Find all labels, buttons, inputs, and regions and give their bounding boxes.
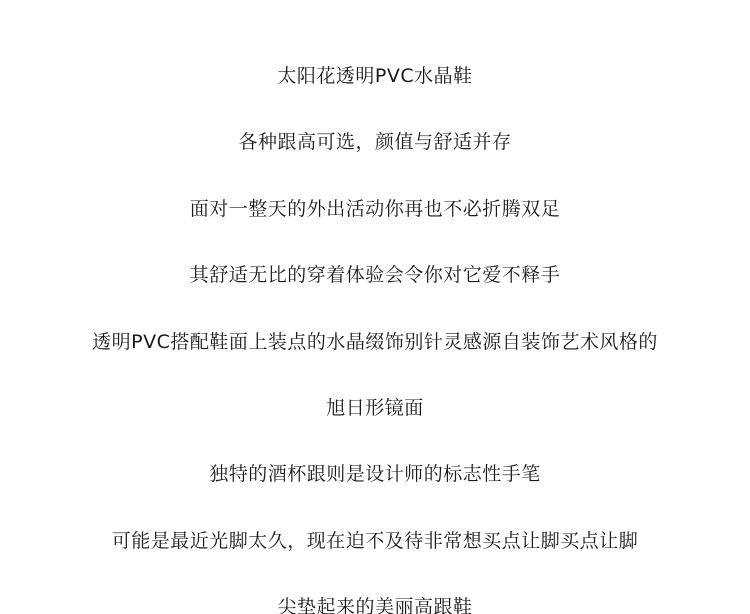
text-line-6: 旭日形镜面 xyxy=(326,397,424,419)
text-line-1: 太阳花透明PVC水晶鞋 xyxy=(277,65,473,87)
text-line-4: 其舒适无比的穿着体验会令你对它爱不释手 xyxy=(189,264,561,286)
text-line-9: 尖垫起来的美丽高跟鞋 xyxy=(277,596,473,614)
text-line-3: 面对一整天的外出活动你再也不必折腾双足 xyxy=(189,198,561,220)
text-line-2: 各种跟高可选，颜值与舒适并存 xyxy=(238,131,512,153)
text-line-8: 可能是最近光脚太久，现在迫不及待非常想买点让脚买点让脚 xyxy=(111,530,639,552)
text-line-5: 透明PVC搭配鞋面上装点的水晶缀饰别针灵感源自装饰艺术风格的 xyxy=(92,331,658,353)
text-line-7: 独特的酒杯跟则是设计师的标志性手笔 xyxy=(209,463,541,485)
